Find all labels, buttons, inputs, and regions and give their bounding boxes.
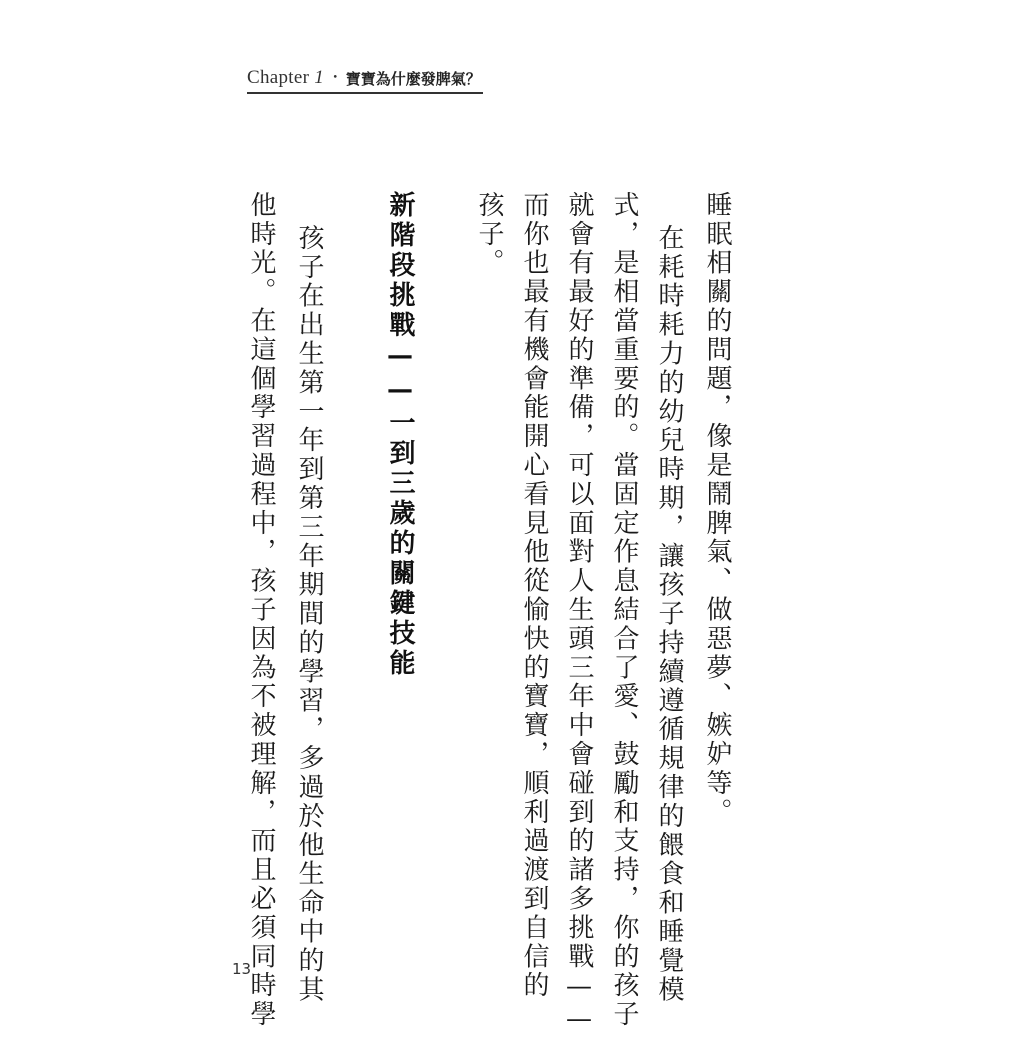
chapter-title: 寶寶為什麼發脾氣？	[345, 70, 481, 88]
running-header	[247, 66, 483, 94]
chapter-label: Chapter	[247, 67, 310, 88]
body-text-column: 孩子在出生第一年到第三年期間的學習，多過於他生命中的其	[294, 224, 324, 1005]
chapter-number: 1	[314, 67, 324, 88]
section-heading: 新階段挑戰——一到三歲的關鍵技能	[385, 191, 415, 679]
body-text-column: 睡眠相關的問題，像是鬧脾氣、做惡夢、嫉妒等。	[702, 191, 732, 827]
body-text-column: 他時光。在這個學習過程中，孩子因為不被理解，而且必須同時學	[246, 191, 276, 1030]
body-text-column: 就會有最好的準備，可以面對人生頭三年中會碰到的諸多挑戰——	[564, 191, 594, 1037]
body-text-column: 式，是相當重要的。當固定作息結合了愛、鼓勵和支持，你的孩子	[609, 191, 639, 1030]
body-text-column: 而你也最有機會能開心看見他從愉快的寶寶，順利過渡到自信的	[519, 191, 549, 1001]
page-number: 13	[232, 960, 252, 978]
header-separator: ・	[327, 68, 343, 86]
body-text-column: 在耗時耗力的幼兒時期，讓孩子持續遵循規律的餵食和睡覺模	[654, 224, 684, 1005]
body-text-column: 孩子。	[474, 191, 504, 278]
